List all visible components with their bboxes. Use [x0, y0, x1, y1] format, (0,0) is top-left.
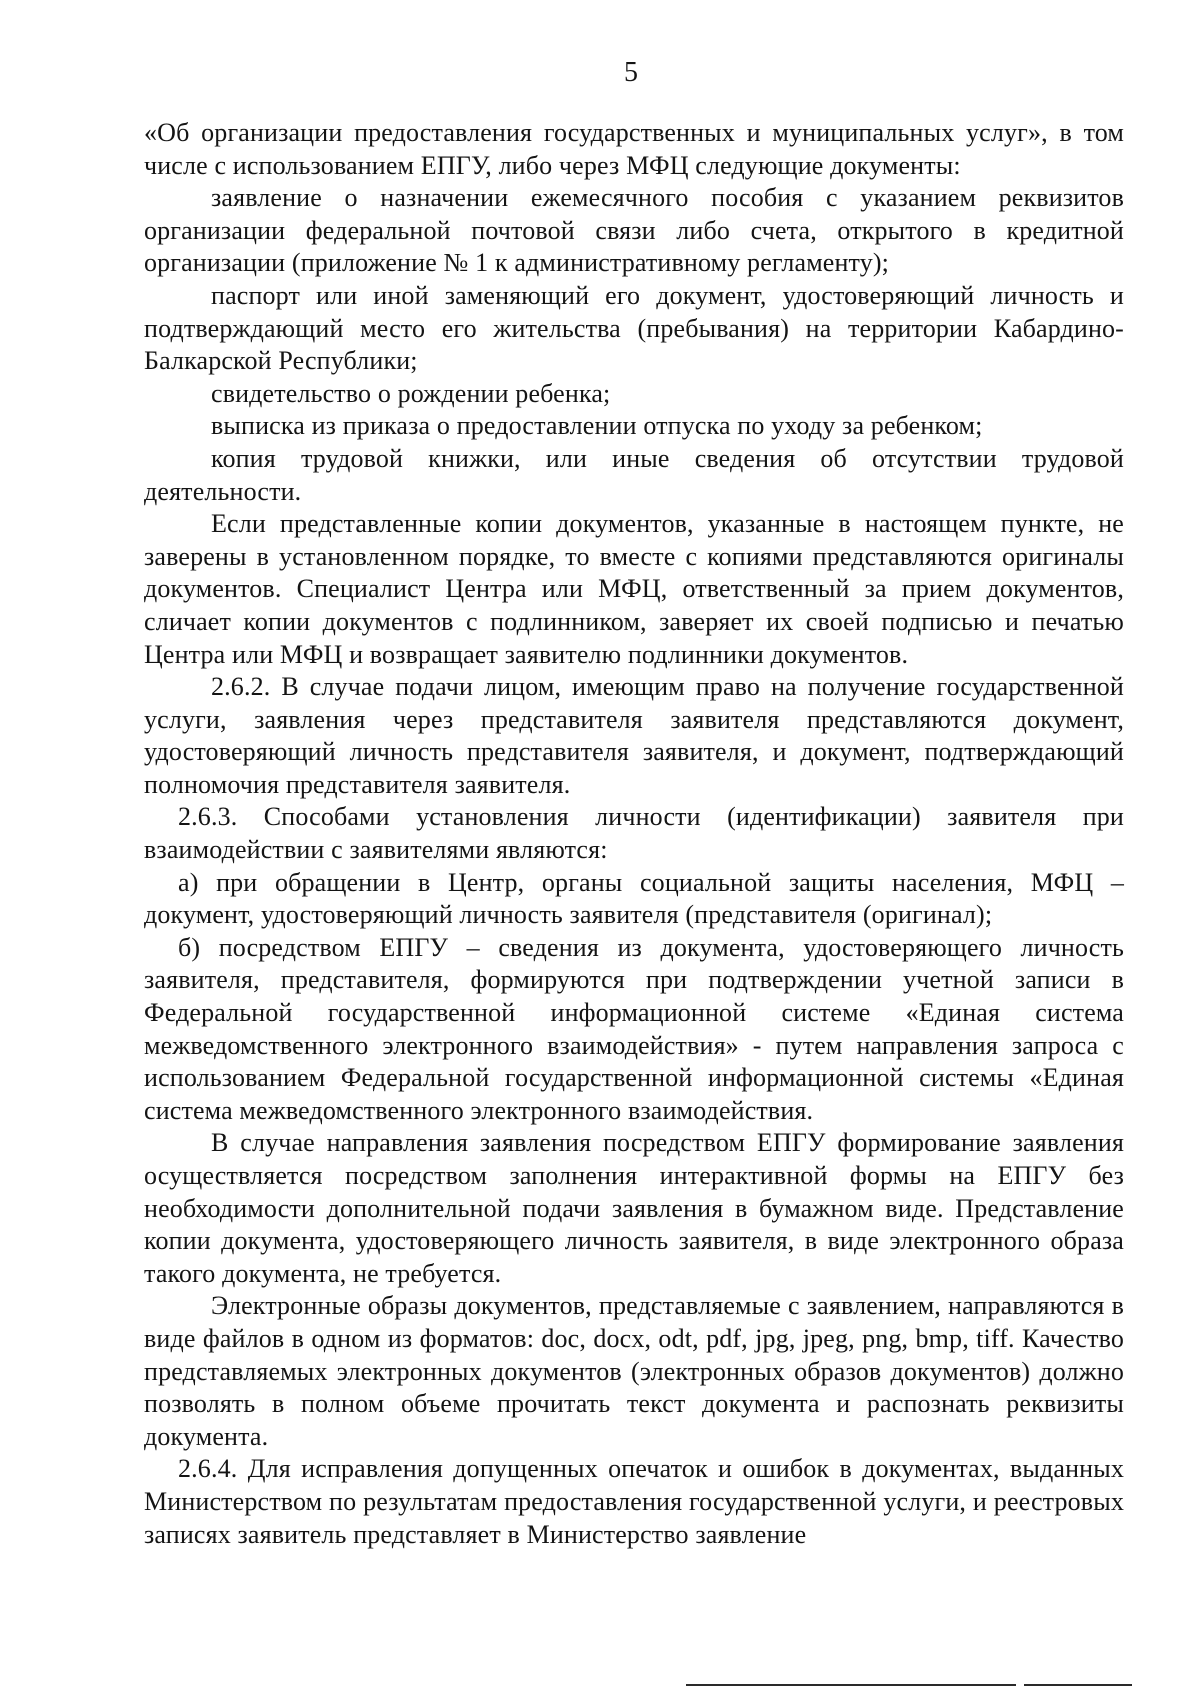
paragraph-item-b: б) посредством ЕПГУ – сведения из документа, удостоверяющего личность заявителя, представителя, формируются при подтверждении учетной записи в Федеральной государственной информационной системе «Единая система межведомственного электронного взаимодействия» - путем направления запроса с использованием Федеральной государственной информационной системы «Единая система межведомственного электронного взаимодействия.: [144, 932, 1124, 1125]
paragraph-2-6-2: 2.6.2. В случае подачи лицом, имеющим право на получение государственной услуги, заявления через представителя заявителя представляются документ, удостоверяющий личность представителя заявителя, и документ, подтверждающий полномочия представителя заявителя.: [144, 672, 1124, 799]
list-item-passport: паспорт или иной заменяющий его документ, удостоверяющий личность и подтверждающий место его жительства (пребывания) на территории Кабардино-Балкарской Республики;: [144, 280, 1124, 376]
document-body: [144, 117, 1124, 1551]
bottom-scan-line-right: [1024, 1684, 1132, 1686]
list-item-work-record: копия трудовой книжки, или иные сведения об отсутствии трудовой деятельности.: [144, 443, 1124, 506]
paragraph-epgu-submission: В случае направления заявления посредством ЕПГУ формирование заявления осуществляется посредством заполнения интерактивной формы на ЕПГУ без необходимости дополнительной подачи заявления в бумажном виде. Представление копии документа, удостоверяющего личность заявителя, в виде электронного образа такого документа, не требуется.: [144, 1128, 1124, 1288]
paragraph-item-a: а) при обращении в Центр, органы социальной защиты населения, МФЦ – документ, удостоверяющий личность заявителя (представителя (оригинал);: [144, 867, 1124, 930]
paragraph-2-6-4: 2.6.4. Для исправления допущенных опечаток и ошибок в документах, выданных Министерством по результатам предоставления государственной услуги, и реестровых записях заявитель представляет в Министерство заявление: [144, 1454, 1124, 1549]
page-number: 5: [624, 57, 638, 88]
paragraph-continuation: «Об организации предоставления государственных и муниципальных услуг», в том числе с использованием ЕПГУ, либо через МФЦ следующие документы:: [144, 118, 1124, 180]
bottom-scan-line: [686, 1684, 1016, 1686]
paragraph-electronic-images: Электронные образы документов, представляемые с заявлением, направляются в виде файлов в одном из форматов: doc, docx, odt, pdf, jpg, jpeg, png, bmp, tiff. Качество представляемых электронных документов (электронных образов документов) должно позволять в полном объеме прочитать текст документа и распознать реквизиты документа.: [144, 1291, 1124, 1451]
paragraph-copies: Если представленные копии документов, указанные в настоящем пункте, не заверены в установленном порядке, то вместе с копиями представляются оригиналы документов. Специалист Центра или МФЦ, ответственный за прием документов, сличает копии документов с подлинником, заверяет их своей подписью и печатью Центра или МФЦ и возвращает заявителю подлинники документов.: [144, 509, 1124, 669]
list-item-application: заявление о назначении ежемесячного пособия с указанием реквизитов организации федеральной почтовой связи либо счета, открытого в кредитной организации (приложение № 1 к административному регламенту);: [144, 183, 1124, 278]
list-item-leave-order: выписка из приказа о предоставлении отпуска по уходу за ребенком;: [211, 411, 983, 441]
list-item-birth-certificate: свидетельство о рождении ребенка;: [211, 378, 611, 408]
paragraph-2-6-3: 2.6.3. Способами установления личности (идентификации) заявителя при взаимодействии с заявителями являются:: [144, 802, 1124, 865]
